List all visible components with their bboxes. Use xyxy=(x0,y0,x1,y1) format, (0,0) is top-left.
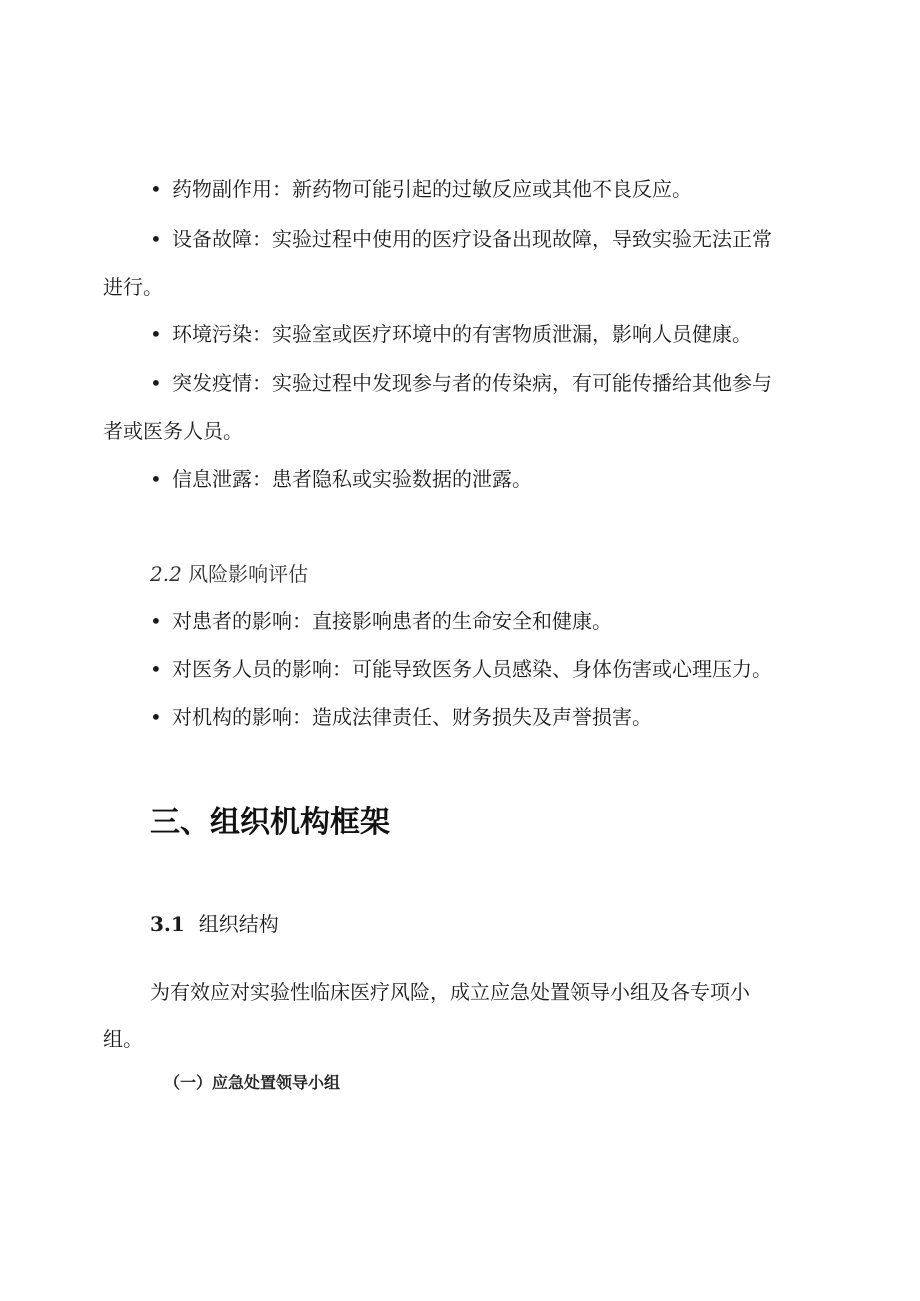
section-title: 风险影响评估 xyxy=(188,562,309,586)
section-heading xyxy=(150,560,920,588)
bullet: • xyxy=(150,227,162,251)
list-item xyxy=(150,225,920,253)
list-item xyxy=(150,465,920,493)
list-item xyxy=(150,175,920,203)
list-item xyxy=(150,655,920,683)
list-item-continuation: 者或医务人员。 xyxy=(103,419,243,443)
section-number: 3.1 xyxy=(150,912,185,936)
list-item xyxy=(150,369,920,397)
list-item-text: 对医务人员的影响：可能导致医务人员感染、身体伤害或心理压力。 xyxy=(172,657,772,681)
paragraph-line: 为有效应对实验性临床医疗风险，成立应急处置领导小组及各专项小 xyxy=(150,980,750,1004)
list-item-text: 药物副作用：新药物可能引起的过敏反应或其他不良反应。 xyxy=(172,177,692,201)
list-item-text: 设备故障：实验过程中使用的医疗设备出现故障，导致实验无法正常 xyxy=(172,227,772,251)
list-item-text: 对机构的影响：造成法律责任、财务损失及声誉损害。 xyxy=(172,705,652,729)
bullet: • xyxy=(150,609,162,633)
bullet: • xyxy=(150,467,162,491)
section-heading xyxy=(150,910,279,938)
list-item-continuation: 进行。 xyxy=(103,275,163,299)
bullet: • xyxy=(150,177,162,201)
list-item-text: 对患者的影响：直接影响患者的生命安全和健康。 xyxy=(172,609,612,633)
bullet: • xyxy=(150,322,162,346)
list-item xyxy=(150,320,920,348)
chapter-title: 三、组织机构框架 xyxy=(150,805,390,840)
list-item-text: 信息泄露：患者隐私或实验数据的泄露。 xyxy=(172,467,532,491)
list-item xyxy=(150,607,920,635)
list-item xyxy=(150,703,920,731)
list-item-text: 环境污染：实验室或医疗环境中的有害物质泄漏，影响人员健康。 xyxy=(172,322,752,346)
bullet: • xyxy=(150,371,162,395)
section-number: 2.2 xyxy=(150,562,182,586)
section-title: 组织结构 xyxy=(198,912,279,936)
bullet: • xyxy=(150,657,162,681)
subsection-heading: （一）应急处置领导小组 xyxy=(164,1073,341,1092)
paragraph-line: 组。 xyxy=(103,1027,143,1051)
list-item-text: 突发疫情：实验过程中发现参与者的传染病，有可能传播给其他参与 xyxy=(172,371,772,395)
bullet: • xyxy=(150,705,162,729)
